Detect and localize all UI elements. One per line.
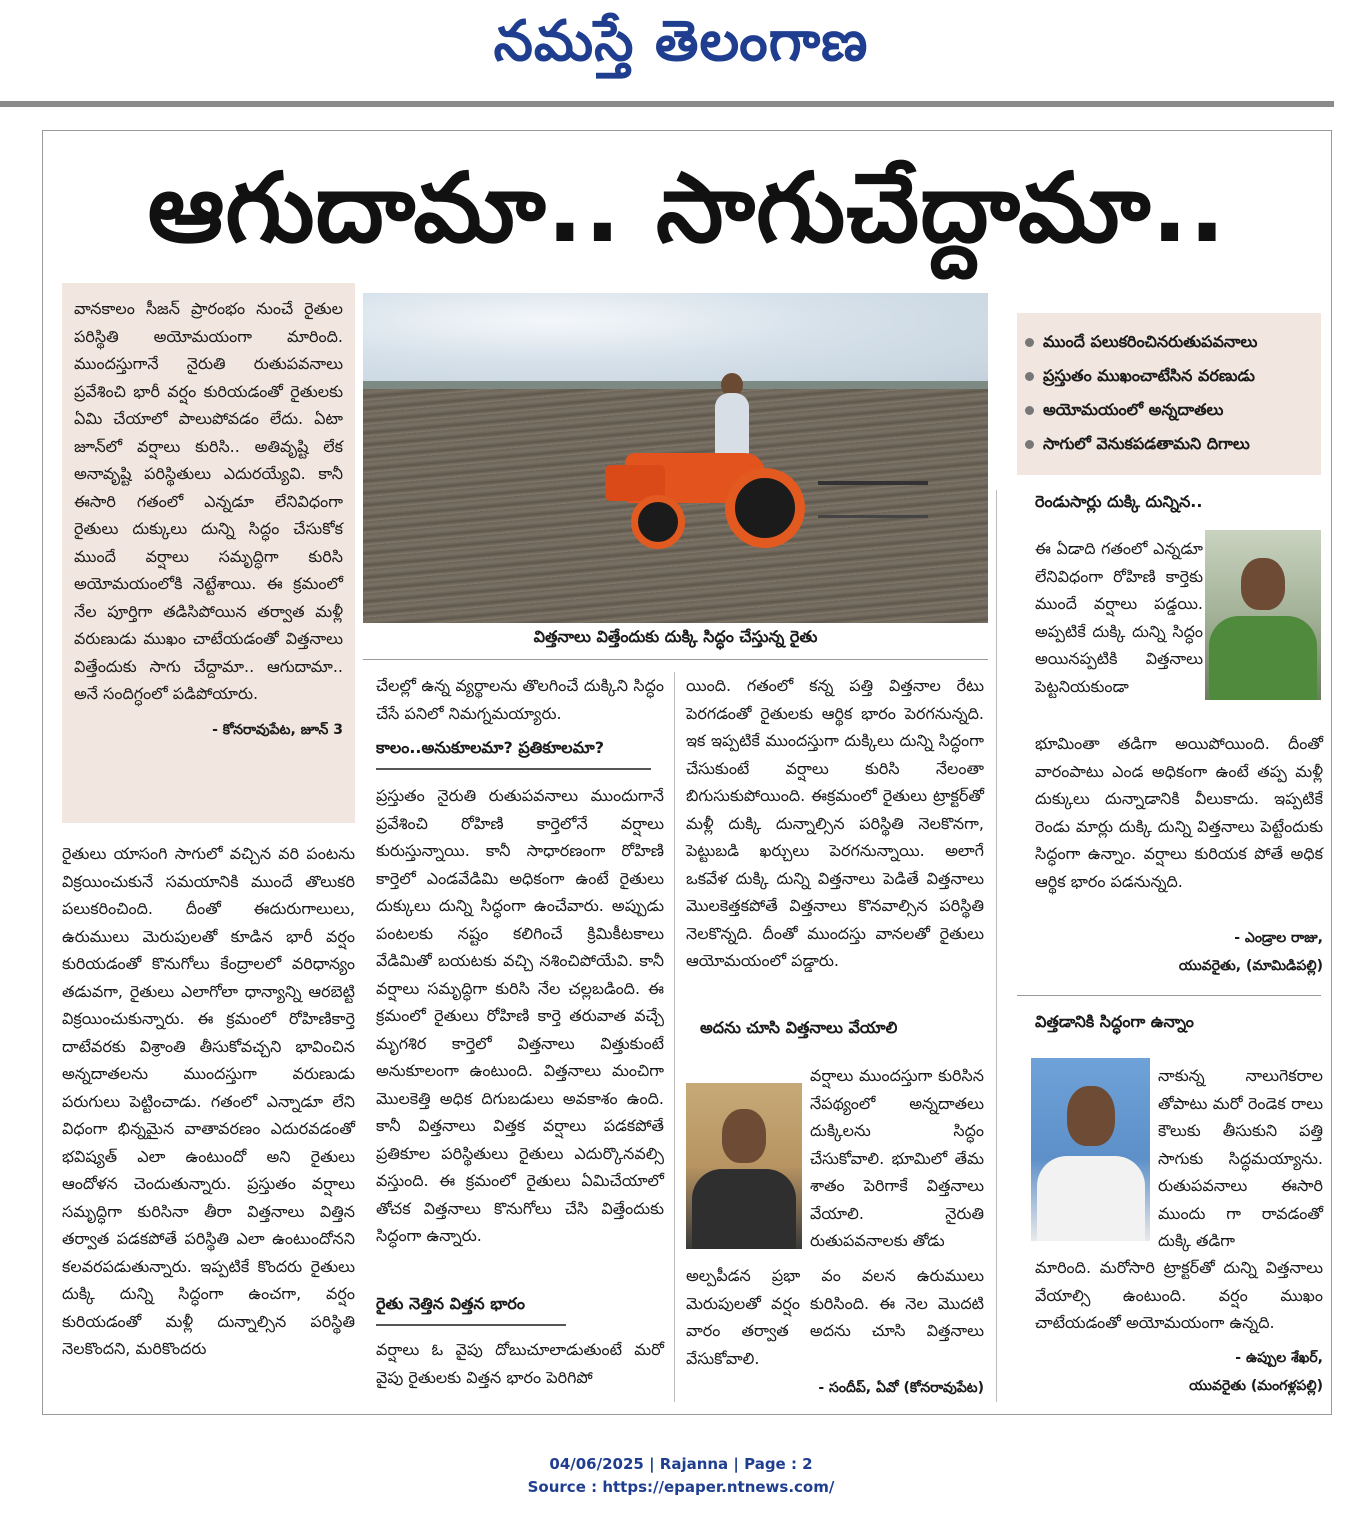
farmer1-portrait (1205, 530, 1321, 700)
column-2-body: ప్రస్తుతం నైరుతి రుతుపవనాలు ముందుగానే ప్రవేశించి రోహిణి కార్తెలోనే వర్షాలు కురుస్తున్నాయి. కానీ సాధారణంగా రోహిణి కార్తెలో ఎండవేడిమి అధికంగా ఉంటే రైతులు దుక్కులు దున్ని సిద్ధంగా ఉంచేవారు. అప్పుడు పంటలకు నష్టం కలిగించే క్రిమికీటకాలు వేడిమితో బయటకు వచ్చి నశించిపోయేవి. కానీ వర్షాలు సమృద్ధిగా కురిసి నేల చల్లబడింది. ఈ క్రమంలో రైతులు రోహిణి కార్తె తరువాత వచ్చే మృగశిర కార్తెలో విత్తనాలు విత్తుకుంటే అనుకూలంగా ఉంటుంది. విత్తనాలు మంచిగా మొలకెత్తి అధిక దిగుబడులు అవకాశం ఉంది. కానీ విత్తనాలు విత్తక వర్షాలు పడకపోతే ప్రతికూల పరిస్థితులు రైతులు ఎదుర్కొనవల్సి వస్తుంది. ఈ క్రమంలో రైతులు ఏమిచేయాలో తోచక విత్తనాలు కొనుగోలు చేసి విత్తేందుకు సిద్ధంగా ఉన్నారు. (376, 786, 664, 1245)
farmer2-quote: మారింది. మరోసారి ట్రాక్టర్‌తో దున్ని విత్తనాలు వేయాల్సి ఉంటుంది. వర్షం ముఖం చాటేయడంతో అయోమయంగా ఉన్నది. (1035, 1258, 1323, 1332)
caption-rule (363, 659, 988, 660)
portrait-shirt (1037, 1156, 1145, 1241)
highlight-item: సాగులో వెనుకపడతామని దిగాలు (1025, 427, 1313, 461)
subhead-rendusarlu: రెండుసార్లు దుక్కి దున్నిన.. (1035, 492, 1203, 511)
subhead-rule (376, 768, 651, 770)
column-3-body: యింది. గతంలో కన్న పత్తి విత్తనాల రేటు పెరగడంతో రైతులకు ఆర్థిక భారం పెరగనున్నది. ఇక ఇప్పటికే ముందస్తుగా దుక్కిలు దున్ని సిద్ధంగా చేసుకుంటే వర్షాలు కురిసి నేలంతా బిగుసుకుపోయింది. ఈక్రమంలో రైతులు ట్రాక్టర్‌తో మళ్లీ దుక్కి దున్నాల్సిన పరిస్థితి నెలకొనగా, పెట్టుబడి ఖర్చులు పెరగనున్నాయి. అలాగే ఒకవేళ దుక్కి దున్ని విత్తనాలు పెడితే విత్తనాలు మొలకెత్తకపోతే విత్తనాలు కొనవాల్సిన పరిస్థితి నెలకొన్నది. దీంతో ముందస్తు వానలతో రైతులు ఆయోమయంలో పడ్డారు. (686, 676, 984, 970)
bullet-icon (1025, 440, 1034, 449)
portrait-face (722, 1109, 766, 1163)
subhead-adanu: అదను చూసి విత్తనాలు వేయాలి (700, 1018, 898, 1037)
portrait-face (1241, 558, 1285, 610)
column-1-text: రైతులు యాసంగి సాగులో వచ్చిన వరి పంటను విక్రయించుకునే సమయానికి ముందే తొలుకరి పలుకరించింది. దీంతో ఈదురుగాలులు, ఉరుములు మెరుపులతో కూడిన భారీ వర్షం కురియడంతో కొనుగోలు కేంద్రాలలో వరిధాన్యం తడువగా, రైతులు ఎలాగోలా ధాన్యాన్ని ఆరబెట్టి విక్రయించుకున్నారు. ఈ క్రమంలో రోహిణికార్తె దాటేవరకు విశ్రాంతి తీసుకోవచ్చని భావించిన అన్నదాతలను ముందస్తుగా వరుణుడు పరుగులు పెట్టించాడు. గతంలో ఎన్నాడూ లేని విధంగా భిన్నమైన వాతావరణం ఎదురవడంతో భవిష్యత్ ఎలా ఉంటుందో అని రైతులు ఆందోళన చెందుతున్నారు. ప్రస్తుతం వర్షాలు సమృద్ధిగా కురిసినా తీరా విత్తనాలు విత్తిన తర్వాత పడకపోతే పరిస్థితి ఎలా ఉంటుందోనని కలవరపడుతున్నారు. ఇప్పటికే కొందరు రైతులు దుక్కి దున్ని సిద్ధంగా ఉంచగా, వర్షం కురియడంతో మళ్లీ దున్నాల్సిన పరిస్థితి నెలకొందని, మరికొందరు (62, 844, 355, 1358)
farmer2-portrait (1031, 1058, 1150, 1241)
column-divider (996, 490, 997, 1402)
bullet-icon (1025, 372, 1034, 381)
farmer1-quote-side: ఈ ఏడాది గతంలో ఎన్నడూ లేనివిధంగా రోహిణి కార్తెకు ముందే వర్షాలు పడ్డయి. అప్పటికే దుక్కి దున్ని సిద్ధం అయినప్పటికి విత్తనాలు పెట్టనియకుండా (1035, 539, 1203, 696)
section-separator (1017, 995, 1321, 996)
main-photo (363, 293, 988, 623)
farmer1-signature-place: యువరైతు, (మామిడిపల్లి) (1178, 958, 1323, 974)
harrow-implement (818, 481, 928, 518)
highlight-item: ముందే పలుకరించినరుతుపవనాలు (1025, 325, 1313, 359)
column-2-body-2: వర్షాలు ఓ వైపు దోబుచూలాడుతుంటే మరో వైపు రైతులకు విత్తన భారం పెరిగిపో (376, 1340, 664, 1387)
highlight-item: అయోమయంలో అన్నదాతలు (1025, 393, 1313, 427)
highlights-box (1017, 313, 1321, 475)
intro-text: వానకాలం సీజన్ ప్రారంభం నుంచే రైతుల పరిస్థితి అయోమయంగా మారింది. ముందస్తుగానే నైరుతి రుతుపవనాలు ప్రవేశించి భారీ వర్షం కురియడంతో రైతులకు ఏమి చేయాలో పాలుపోవడం లేదు. ఏటా జూన్‌లో వర్షాలు కురిసి.. అతివృష్టి లేక అనావృష్టి పరిస్థితులు ఎదురయ్యేవి. కానీ ఈసారి గతంలో ఎన్నడూ లేనివిధంగా రైతులు దుక్కులు దున్ని సిద్ధం చేసుకోక ముందే వర్షాలు సమృద్ధిగా కురిసి అయోమయంలోకి నెట్టేశాయి. ఈ క్రమంలో నేల పూర్తిగా తడిసిపోయిన తర్వాత మళ్లీ వరుణుడు ముఖం చాటేయడంతో విత్తనాలు విత్తేందుకు సాగు చేద్దామా.. ఆగుదామా.. అనే సందిగ్ధంలో పడిపోయారు. (74, 299, 343, 703)
farmer2-signature-name: - ఉప్పుల శేఖర్, (1235, 1350, 1323, 1366)
dateline: - కోనరావుపేట, జూన్ 3 (212, 721, 343, 738)
subhead-vittana-bharam: రైతు నెత్తిన విత్తన భారం (376, 1294, 525, 1313)
footer-edition: 04/06/2025 | Rajanna | Page : 2 (549, 1455, 813, 1473)
farmer2-signature-place: యువరైతు (మంగళ్లపల్లి) (1189, 1378, 1323, 1394)
portrait-face (1067, 1086, 1115, 1146)
tractor-front-wheel (631, 495, 685, 549)
farmer2-quote-side: నాకున్న నాలుగెకరాల తోపాటు మరో రెండెక రాలు కౌలుకు తీసుకుని పత్తి సాగుకు సిద్ధమయ్యాను. రుతుపవనాలు ఈసారి ముందు గా రావడంతో దుక్కి తడిగా (1158, 1066, 1323, 1250)
officer-signature: - సందీప్, ఏవో (కోనరావుపేట) (818, 1380, 984, 1396)
highlight-item: ప్రస్తుతం ముఖంచాటేసిన వరణుడు (1025, 359, 1313, 393)
masthead: నమస్తే తెలంగాణ (493, 8, 869, 74)
portrait-shirt (1209, 616, 1317, 700)
masthead-rule (0, 101, 1334, 107)
officer-portrait (686, 1083, 802, 1249)
headline: ఆగుదామా.. సాగుచేద్దామా.. (147, 152, 1227, 264)
subhead-kaalam: కాలం..అనుకూలమా? ప్రతికూలమా? (376, 738, 604, 757)
photo-sky (363, 293, 988, 385)
column-divider (674, 672, 675, 1402)
tractor-figure (595, 413, 815, 543)
subhead-vittadaniki: విత్తడానికి సిద్ధంగా ఉన్నాం (1035, 1012, 1194, 1031)
portrait-shirt (692, 1169, 796, 1249)
bullet-icon (1025, 406, 1034, 415)
bullet-icon (1025, 338, 1034, 347)
footer-source: Source : https://epaper.ntnews.com/ (527, 1478, 835, 1496)
subhead-rule (376, 1324, 566, 1326)
farmer1-quote: భూమింతా తడిగా అయిపోయింది. దీంతో వారంపాటు ఎండ అధికంగా ఉంటే తప్ప మళ్లీ దుక్కులు దున్నాడానికి వీలుకాదు. ఇప్పటికే రెండు మార్లు దుక్కి దున్ని విత్తనాలు పెట్టేందుకు సిద్ధంగా ఉన్నాం. వర్షాలు కురియక పోతే అధిక ఆర్థిక భారం పడనున్నది. (1035, 734, 1323, 891)
farmer1-signature-name: - ఎండ్రాల రాజు, (1234, 930, 1323, 946)
officer-quote: అల్పపీడన ప్రభా వం వలన ఉరుములు మెరుపులతో వర్షం కురిసింది. ఈ నెల మొదటి వారం తర్వాత అదను చూసి విత్తనాలు వేసుకోవాలి. (686, 1266, 984, 1368)
officer-quote-side: వర్షాలు ముందస్తుగా కురిసిన నేపథ్యంలో అన్నదాతలు దుక్కిలను సిద్ధం చేసుకోవాలి. భూమిలో తేమ శాతం పెరిగాకే విత్తనాలు వేయాలి. నైరుతి రుతుపవనాలకు తోడు (810, 1066, 984, 1250)
tractor-rear-wheel (725, 468, 805, 548)
photo-caption: విత్తనాలు విత్తేందుకు దుక్కి సిద్ధం చేస్తున్న రైతు (533, 627, 818, 646)
column-2-lead: చేలల్లో ఉన్న వ్యర్థాలను తొలగించే దుక్కిని సిద్ధం చేసే పనిలో నిమగ్నమయ్యారు. (376, 676, 664, 723)
photo-horizon (363, 381, 988, 389)
intro-box (62, 283, 355, 823)
